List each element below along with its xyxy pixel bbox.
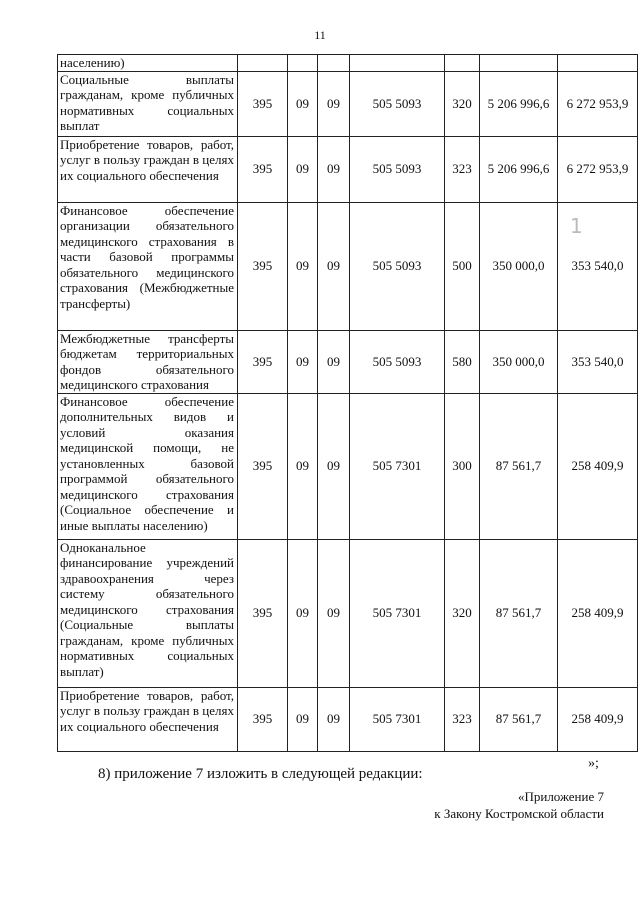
- section-code: [288, 55, 318, 72]
- section-code: 09: [288, 687, 318, 751]
- sum-2013: 350 000,0: [480, 330, 558, 393]
- sum-2013: 350 000,0: [480, 202, 558, 330]
- target-code: 505 7301: [350, 539, 445, 687]
- ministry-code: [238, 55, 288, 72]
- sum-2014: 258 409,9: [558, 687, 638, 751]
- ministry-code: 395: [238, 687, 288, 751]
- row-description: Финансовое обеспечение организации обязательного медицинского страхования в части базовой программы обязательного медицинского страхования (Межбюджетные трансферты): [58, 202, 238, 330]
- sum-2014: 258 409,9: [558, 539, 638, 687]
- budget-table: [57, 54, 638, 752]
- expense-type-code: 320: [445, 539, 480, 687]
- row-description: Межбюджетные трансферты бюджетам территориальных фондов обязательного медицинского страхования: [58, 330, 238, 393]
- page-number: 11: [314, 28, 326, 42]
- sum-2013: 87 561,7: [480, 687, 558, 751]
- appendix-title: «Приложение 7: [517, 789, 604, 804]
- subsection-code: 09: [318, 330, 350, 393]
- section-code: 09: [288, 393, 318, 539]
- ministry-code: 395: [238, 539, 288, 687]
- table-row: [58, 393, 638, 539]
- sum-2014: 353 540,0: [558, 330, 638, 393]
- pen-mark: 1: [570, 214, 583, 238]
- row-description: Приобретение товаров, работ, услуг в пользу граждан в целях их социального обеспечения: [58, 687, 238, 751]
- sum-2013: 87 561,7: [480, 393, 558, 539]
- appendix-subtitle: к Закону Костромской области: [434, 806, 604, 821]
- expense-type-code: 323: [445, 687, 480, 751]
- table-row: [58, 55, 638, 72]
- section-code: 09: [288, 136, 318, 202]
- subsection-code: 09: [318, 393, 350, 539]
- subsection-code: 09: [318, 71, 350, 136]
- expense-type-code: 580: [445, 330, 480, 393]
- target-code: 505 5093: [350, 71, 445, 136]
- table-row: [58, 71, 638, 136]
- amendment-item-8: 8) приложение 7 изложить в следующей редакции:: [98, 766, 423, 782]
- sum-2014: [558, 55, 638, 72]
- row-description: Социальные выплаты гражданам, кроме публичных нормативных социальных выплат: [58, 71, 238, 136]
- closing-quote: »;: [588, 756, 599, 771]
- expense-type-code: 500: [445, 202, 480, 330]
- expense-type-code: 323: [445, 136, 480, 202]
- section-code: 09: [288, 330, 318, 393]
- expense-type-code: 320: [445, 71, 480, 136]
- row-description: Финансовое обеспечение дополнительных видов и условий оказания медицинской помощи, не установленных базовой программой обязательного медицинского страхования (Социальное обеспечение и иные выплаты населению): [58, 393, 238, 539]
- sum-2014: 353 540,0: [558, 202, 638, 330]
- table-row: [58, 330, 638, 393]
- table-row: [58, 136, 638, 202]
- ministry-code: 395: [238, 330, 288, 393]
- sum-2013: 5 206 996,6: [480, 71, 558, 136]
- sum-2014: 258 409,9: [558, 393, 638, 539]
- target-code: 505 7301: [350, 393, 445, 539]
- sum-2014: 6 272 953,9: [558, 71, 638, 136]
- section-code: 09: [288, 539, 318, 687]
- subsection-code: 09: [318, 202, 350, 330]
- table-row: [58, 539, 638, 687]
- subsection-code: [318, 55, 350, 72]
- row-description: Одноканальное финансирование учреждений здравоохранения через систему обязательного медицинского страхования (Социальные выплаты гражданам, кроме публичных нормативных социальных выплат): [58, 539, 238, 687]
- subsection-code: 09: [318, 539, 350, 687]
- target-code: [350, 55, 445, 72]
- table-row: [58, 202, 638, 330]
- ministry-code: 395: [238, 136, 288, 202]
- section-code: 09: [288, 71, 318, 136]
- target-code: 505 7301: [350, 687, 445, 751]
- subsection-code: 09: [318, 687, 350, 751]
- expense-type-code: 300: [445, 393, 480, 539]
- expense-type-code: [445, 55, 480, 72]
- sum-2013: [480, 55, 558, 72]
- sum-2013: 5 206 996,6: [480, 136, 558, 202]
- row-description: Приобретение товаров, работ, услуг в пользу граждан в целях их социального обеспечения: [58, 136, 238, 202]
- target-code: 505 5093: [350, 330, 445, 393]
- table-row: [58, 687, 638, 751]
- section-code: 09: [288, 202, 318, 330]
- ministry-code: 395: [238, 71, 288, 136]
- target-code: 505 5093: [350, 202, 445, 330]
- sum-2014: 6 272 953,9: [558, 136, 638, 202]
- ministry-code: 395: [238, 202, 288, 330]
- ministry-code: 395: [238, 393, 288, 539]
- row-description: населению): [58, 55, 238, 72]
- subsection-code: 09: [318, 136, 350, 202]
- sum-2013: 87 561,7: [480, 539, 558, 687]
- target-code: 505 5093: [350, 136, 445, 202]
